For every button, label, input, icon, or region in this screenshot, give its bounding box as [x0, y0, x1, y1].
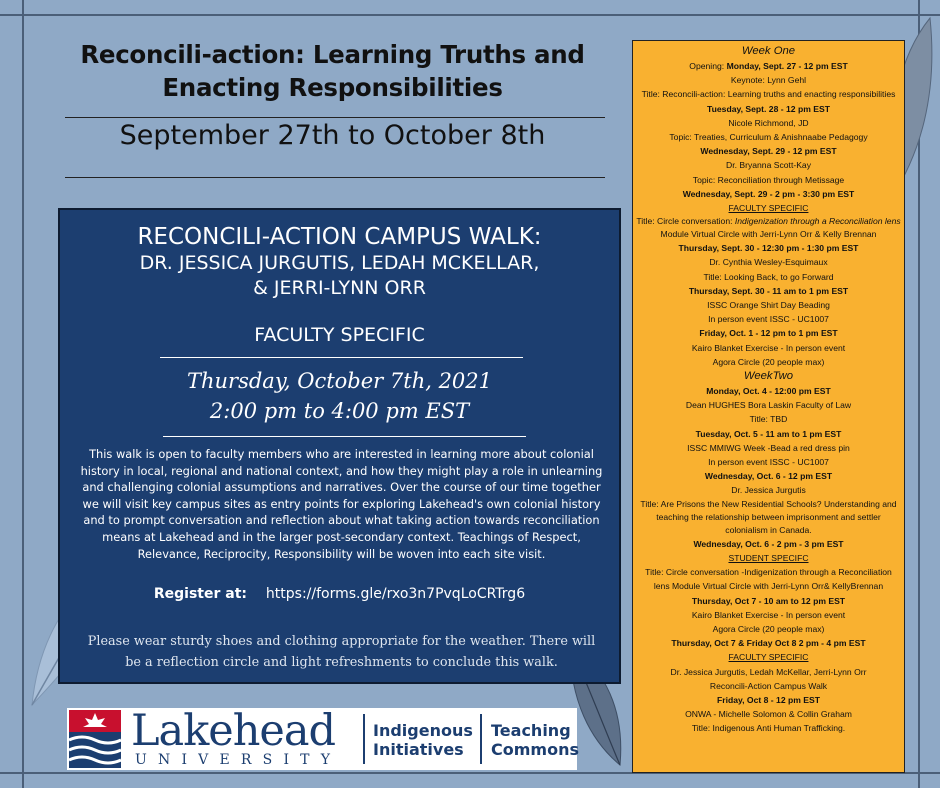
schedule-line: Title: TBD [749, 414, 788, 425]
schedule-week-heading: Week One [741, 45, 796, 57]
walk-title [60, 224, 619, 301]
schedule-session-time: Thursday, Sept. 30 - 11 am to 1 pm EST [688, 285, 849, 296]
schedule-line: Title: Indigenous Anti Human Trafficking. [691, 723, 846, 734]
walk-datetime [60, 366, 619, 426]
schedule-line: Title: Circle conversation: Indigenization through a Reconciliation lens Module Virtual Circle with Jerri-Lynn Orr & Kelly Brennan [636, 216, 901, 240]
schedule-session-time: Monday, Oct. 4 - 12:00 pm EST [706, 386, 831, 397]
schedule-line: Nicole Richmond, JD [728, 117, 809, 128]
schedule-line: Title: Looking Back, to go Forward [703, 271, 834, 282]
schedule-line: Kairo Blanket Exercise - In person event [691, 342, 846, 353]
title-line-1: Reconcili-action: Learning Truths and [80, 40, 585, 69]
logo-wordmark: Lakehead [131, 706, 335, 756]
schedule-session-time: Wednesday, Sept. 29 - 2 pm - 3:30 pm EST [682, 188, 855, 199]
walk-note: Please wear sturdy shoes and clothing appropriate for the weather. There will be a reflection circle and light refreshments to conclude this walk. [87, 634, 596, 670]
schedule-line: Title: Reconcili-action: Learning truths and enacting responsibilities [641, 89, 896, 100]
schedule-line: Opening: Monday, Sept. 27 - 12 pm EST [689, 61, 848, 71]
schedule-line: Title: Are Prisons the New Residential Schools? Understanding and teaching the relationship between imprisonment and settler colonialism in Canada. [640, 498, 897, 535]
schedule-line: ISSC Orange Shirt Day Beading [707, 300, 830, 311]
divider [65, 117, 605, 118]
schedule-line: ISSC MMIWG Week -Bead a red dress pin [687, 442, 850, 453]
walk-time: 2:00 pm to 4:00 pm EST [209, 399, 470, 423]
walk-date: Thursday, October 7th, 2021 [186, 369, 493, 393]
register-line [60, 586, 619, 602]
walk-title-line-1: RECONCILI-ACTION CAMPUS WALK: [137, 224, 542, 250]
walk-description: This walk is open to faculty members who are interested in learning more about colonial history in local, regional and national context, and how they might play a role in unlearning and challenging colonial assumptions and narratives. Over the course of our time together we will visit key campus sites as entry points for exploring Lakehead's own colonial history and to prompt conversation and reflection about what taking action towards reconciliation means at Lakehead and in the larger post-secondary context. Teachings of Respect, Relevance, Reciprocity, Responsibility will be woven into each site visit. [80, 447, 603, 561]
schedule-line: Dr. Cynthia Wesley-Esquimaux [709, 257, 828, 268]
crest-icon [67, 708, 123, 770]
teaching-commons-label: Teaching Commons [491, 721, 579, 759]
schedule-line: Topic: Treaties, Curriculum & Anishnaabe Pedagogy [669, 132, 868, 143]
schedule-line: Topic: Reconciliation through Metissage [692, 174, 845, 185]
schedule-line: Agora Circle (20 people max) [712, 356, 825, 367]
divider [160, 357, 523, 358]
schedule-line: Dr. Jessica Jurgutis, Ledah McKellar, Jerri-Lynn Orr [670, 666, 867, 677]
schedule-session-time: Wednesday, Oct. 6 - 12 pm EST [704, 471, 833, 482]
schedule-session-time: Friday, Oct. 1 - 12 pm to 1 pm EST [699, 328, 838, 339]
event-dates: September 27th to October 8th [119, 120, 546, 151]
divider [65, 177, 605, 178]
schedule-line: Title: Circle conversation -Indigenization through a Reconciliation [645, 567, 892, 578]
schedule-line: In person event ISSC - UC1007 [708, 457, 829, 468]
schedule-line: Dr. Jessica Jurgutis [731, 485, 806, 496]
indigenous-initiatives-label: Indigenous Initiatives [373, 721, 473, 759]
logo-divider [363, 714, 365, 764]
schedule-line: Dean HUGHES Bora Laskin Faculty of Law [685, 400, 852, 411]
lakehead-logo [67, 708, 577, 770]
schedule-line: ONWA - Michelle Solomon & Collin Graham [685, 709, 852, 720]
walk-title-line-2: DR. JESSICA JURGUTIS, LEDAH MCKELLAR, [139, 252, 540, 274]
register-link[interactable]: https://forms.gle/rxo3n7PvqLoCRTrg6 [265, 586, 526, 602]
schedule-session-time: Thursday, Oct 7 & Friday Oct 8 2 pm - 4 pm EST [671, 638, 866, 649]
schedule-line: In person event ISSC - UC1007 [708, 314, 829, 325]
schedule-line: STUDENT SPECIFC [728, 552, 809, 563]
schedule-session-time: Tuesday, Sept. 28 - 12 pm EST [707, 103, 830, 114]
schedule-week-heading: WeekTwo [743, 370, 794, 383]
frame-line-top [0, 14, 940, 16]
schedule-session-time: Wednesday, Oct. 6 - 2 pm - 3 pm EST [693, 538, 844, 549]
page-title [55, 38, 610, 104]
register-label: Register at: [153, 586, 248, 602]
schedule-line: Dr. Bryanna Scott-Kay [725, 160, 812, 171]
schedule-line: Agora Circle (20 people max) [712, 623, 825, 634]
walk-title-line-3: & JERRI-LYNN ORR [253, 277, 426, 299]
schedule-panel [632, 40, 905, 773]
schedule-line: Reconcili-Action Campus Walk [709, 680, 828, 691]
campus-walk-panel [58, 208, 621, 684]
schedule-line: Kairo Blanket Exercise - In person event [691, 609, 846, 620]
schedule-session-time: Thursday, Sept. 30 - 12:30 pm - 1:30 pm EST [678, 243, 859, 254]
schedule-session-time: Tuesday, Oct. 5 - 11 am to 1 pm EST [695, 428, 842, 439]
schedule-session-time: Thursday, Oct 7 - 10 am to 12 pm EST [691, 595, 846, 606]
schedule-session-time: Friday, Oct 8 - 12 pm EST [717, 694, 820, 705]
schedule-line: FACULTY SPECIFIC [728, 652, 809, 663]
schedule-line: Keynote: Lynn Gehl [730, 75, 807, 86]
schedule-session-time: Wednesday, Sept. 29 - 12 pm EST [700, 146, 837, 157]
schedule-line: lens Module Virtual Circle with Jerri-Lynn Orr& KellyBrennan [653, 581, 884, 592]
divider [163, 436, 526, 437]
schedule-line: FACULTY SPECIFIC [728, 203, 809, 214]
logo-divider [480, 714, 482, 764]
audience-label: FACULTY SPECIFIC [254, 324, 425, 346]
title-line-2: Enacting Responsibilities [162, 73, 503, 102]
logo-subtitle: UNIVERSITY [135, 752, 342, 768]
